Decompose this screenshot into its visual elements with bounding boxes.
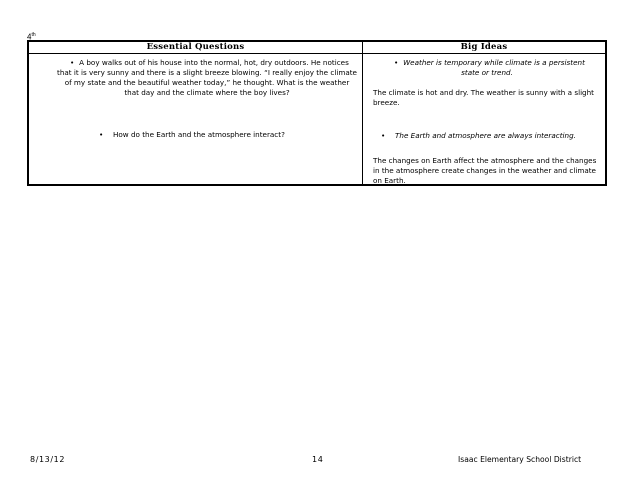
essential-questions-table <box>27 40 607 186</box>
bullet-icon: • <box>381 131 386 140</box>
question-1 <box>57 58 357 98</box>
essential-questions-heading: Essential Questions <box>29 42 362 54</box>
big-ideas-heading: Big Ideas <box>363 42 605 54</box>
big-idea-2-text: The Earth and atmosphere are always interacting. <box>395 131 576 140</box>
big-idea-2-explanation: The changes on Earth affect the atmosphere and the changes in the atmosphere create changes in the weather and climate on Earth. <box>373 156 597 185</box>
footer-date: 8/13/12 <box>30 455 66 464</box>
bullet-icon: • <box>70 58 75 67</box>
big-idea-1-text: Weather is temporary while climate is a persistent state or trend. <box>403 58 585 77</box>
big-idea-1 <box>381 58 593 78</box>
grade-number: 4 <box>27 32 32 42</box>
question-2-text: How do the Earth and the atmosphere interact? <box>113 130 285 139</box>
essential-questions-column <box>29 42 363 184</box>
big-ideas-column <box>363 42 605 184</box>
big-idea-2 <box>381 131 576 141</box>
footer-page-number: 14 <box>312 455 324 464</box>
question-2 <box>99 130 285 140</box>
question-1-text: A boy walks out of his house into the normal, hot, dry outdoors. He notices that it is very sunny and there is a slight breeze blowing. “I really enjoy the climate of my state and the beautiful weather today,” he thought. What is the weather that day and the climate where the boy lives? <box>57 58 357 97</box>
grade-suffix: th <box>31 32 36 38</box>
big-idea-1-explanation: The climate is hot and dry. The weather is sunny with a slight breeze. <box>373 88 594 107</box>
bullet-icon: • <box>393 58 399 67</box>
bullet-icon: • <box>99 130 104 139</box>
footer-district: Isaac Elementary School District <box>458 455 582 464</box>
